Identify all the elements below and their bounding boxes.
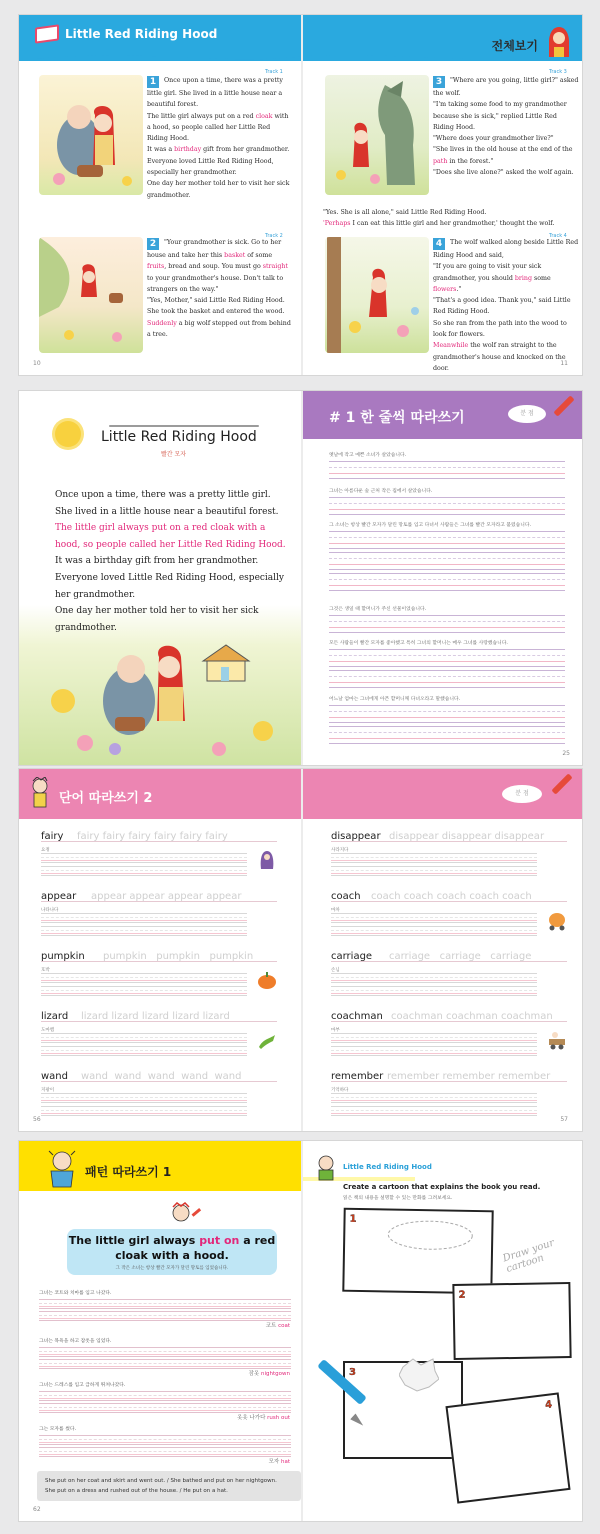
word-practice-appear: appear appear appear appear appear 나타나다 [41, 891, 277, 941]
story-spread-full-view [18, 14, 583, 376]
story-text: Once upon a time, there was a pretty little girl. She lived in a little house near a beautiful forest. The little girl always put on a red cloak with a hood, so people called her Little Red Riding Hood. It was a birthday gift from her grandmother. Everyone loved Little Red Riding Hood, especially her grandmother. One day her mother told her to visit her sick grandmother. [55, 490, 286, 633]
illustration-girl-with-basket [39, 237, 143, 353]
draw-your-cartoon-text: Draw your cartoon [501, 1237, 556, 1275]
writing-lines[interactable] [329, 615, 565, 633]
illustration-wolf-meets-girl [325, 75, 429, 195]
writing-lines[interactable] [329, 497, 565, 515]
burst-bubble [399, 1357, 439, 1393]
score-oval: 분 점 [502, 785, 542, 803]
trace-text[interactable]: remember remember remember [387, 1071, 551, 1082]
coach-icon [547, 909, 567, 931]
writing-exercise-5: 모든 사람들이 빨간 모자를 좋아했고 특히 그녀의 할머니는 매우 그녀를 사랑했습니다. [329, 639, 565, 691]
writing-lines[interactable] [39, 1403, 291, 1413]
writing-lines[interactable] [39, 1299, 291, 1309]
paragraph-number: 1 [147, 76, 159, 88]
word-practice-coachman: coachman coachman coachman coachman 마부 [331, 1011, 567, 1061]
line-tracing-spread [18, 390, 583, 766]
writing-lines[interactable] [41, 973, 247, 983]
hint: 옷옷 나가다 rush out [237, 1415, 290, 1421]
writing-lines[interactable] [329, 573, 565, 591]
page-number: 25 [562, 750, 570, 757]
word-practice-remember: remember remember remember remember 기억하다 [331, 1071, 567, 1121]
book-icon [35, 24, 59, 43]
writing-exercise-1: 옛날에 작고 예쁜 소녀가 살았습니다. [329, 451, 565, 482]
instruction-translation: 읽은 책의 내용을 설명할 수 있는 만화를 그려보세요. [343, 1196, 453, 1201]
full-view-label: 전체보기 [491, 39, 538, 53]
paragraph-number: 3 [433, 76, 445, 88]
page-number: 56 [33, 1116, 41, 1123]
pattern-exercise-2: 그녀는 목욕을 하고 잠옷을 입었다. [39, 1337, 291, 1371]
paragraph-number: 2 [147, 238, 159, 250]
cartoon-panel-4[interactable]: 4 [445, 1392, 570, 1503]
section-title: # 1 한 줄씩 따라쓰기 [329, 410, 465, 426]
trace-text[interactable]: disappear disappear disappear [389, 831, 545, 842]
writing-lines[interactable] [331, 853, 537, 863]
word-practice-coach: coach coach coach coach coach coach 마차 [331, 891, 567, 941]
writing-lines[interactable] [329, 726, 565, 744]
hint: 코트 coat [265, 1323, 290, 1329]
page-number: 11 [560, 360, 568, 367]
story-page [19, 391, 301, 765]
track-label[interactable]: Track 3 [549, 69, 567, 75]
writing-lines[interactable] [331, 973, 537, 983]
writing-lines[interactable] [331, 1093, 537, 1103]
fairy-icon [257, 849, 277, 871]
spine [301, 769, 303, 1131]
cartoon-panel-2[interactable]: 2 [452, 1282, 571, 1360]
word-practice-carriage: carriage carriage carriage carriage 손님 [331, 951, 567, 1001]
writing-exercise-2: 그녀는 아름다운 숲 근처 작은 집에서 살았습니다. [329, 487, 565, 518]
writing-lines[interactable] [41, 853, 247, 863]
kid-icon [45, 1149, 79, 1189]
word-practice-lizard: lizard lizard lizard lizard lizard lizard 도마뱀 [41, 1011, 277, 1061]
grandmother-and-girl-illustration [19, 631, 301, 766]
pattern-exercise-4: 그는 모자를 썼다. [39, 1425, 291, 1459]
track-label[interactable]: Track 4 [549, 233, 567, 239]
trace-text[interactable]: wand wand wand wand wand [81, 1071, 242, 1082]
page-number: 62 [33, 1506, 41, 1513]
speech-bubble [385, 1218, 476, 1254]
score-oval: 분 점 [508, 405, 546, 423]
story-paragraph-4: 4 The wolf walked along beside Little Red Riding Hood and said, "If you are going to visit your sick grandmother, you should bring some flowers." "That's a good idea. Thank you," said Little Red Riding Hood. So she ran from the path into the wood to look for flowers. Meanwhile the wolf ran straight to the grandmother's house and knocked on the door. [433, 239, 579, 372]
book-title: Little Red Riding Hood [343, 1163, 432, 1171]
red-riding-hood-icon [546, 25, 572, 59]
word-practice-wand: wand wand wand wand wand wand 지팡이 [41, 1071, 277, 1121]
tracing-page [303, 391, 583, 765]
cartoon-page [303, 1141, 583, 1521]
cartoon-panel-1[interactable]: 1 [342, 1208, 493, 1295]
illustration-girl-picking-flowers [325, 237, 429, 353]
pattern-sentence: The little girl always put on a red cloak with a hood. [68, 1234, 276, 1262]
hint: 모자 hat [268, 1459, 290, 1465]
paragraph-number: 4 [433, 238, 445, 250]
trace-text[interactable]: carriage carriage carriage [389, 951, 532, 962]
word-practice-fairy: fairy fairy fairy fairy fairy fairy fairy 요정 [41, 831, 277, 881]
hint: 잠옷 nightgown [248, 1371, 290, 1377]
writing-exercise-4: 그것은 생일 때 할머니가 주신 선물이었습니다. [329, 605, 565, 636]
page-number: 57 [560, 1116, 568, 1123]
writing-exercise-3: 그 소녀는 항상 빨간 모자가 달린 망토를 입고 다녀서 사람들은 그녀를 빨간 모자라고 불렀습니다. [329, 521, 565, 594]
writing-lines[interactable] [39, 1347, 291, 1357]
track-label[interactable]: Track 2 [265, 233, 283, 239]
writing-lines[interactable] [331, 986, 537, 996]
writing-lines[interactable] [39, 1311, 291, 1321]
writing-lines[interactable] [331, 1046, 537, 1056]
writing-lines[interactable] [329, 705, 565, 723]
illustration-grandmother-hug [39, 75, 143, 195]
trace-text[interactable]: coachman coachman coachman [391, 1011, 553, 1022]
kid-icon [313, 1153, 339, 1181]
writing-lines[interactable] [41, 1033, 247, 1043]
story-paragraph-3-continued: "Yes. She is all alone," said Little Red Riding Hood. 'Perhaps I can eat this little girl and her grandmother,' thought the wolf. [323, 209, 555, 228]
page-subtitle: 빨간 모자 [161, 451, 187, 458]
story-paragraph-1: 1 Once upon a time, there was a pretty little girl. She lived in a little house near a beautiful forest. The little girl always put on a red cloak with a hood, so people called her Little Red Riding Hood. It was a birthday gift from her grandmother. Everyone loved Little Red Riding Hood, especially her grandmother. One day her mother told her to visit her sick grandmother. [147, 77, 290, 199]
writing-lines[interactable] [329, 670, 565, 688]
writing-lines[interactable] [329, 649, 565, 667]
pattern-exercise-1: 그녀는 코트와 치마를 입고 나갔다. [39, 1289, 291, 1323]
trace-text[interactable]: pumpkin pumpkin pumpkin [103, 951, 254, 962]
section-title: 패턴 따라쓰기 1 [85, 1165, 172, 1179]
writing-lines[interactable] [331, 913, 537, 923]
trace-text[interactable]: fairy fairy fairy fairy fairy fairy [77, 831, 228, 842]
track-label[interactable]: Track 1 [265, 69, 283, 75]
instruction: Create a cartoon that explains the book you read. [343, 1183, 541, 1191]
story-paragraph-3: 3 "Where are you going, little girl?" asked the wolf. "I'm taking some food to my grandmother because she is sick," replied Little Red Riding Hood. "Where does your grandmother live?" "She lives in the old house at the end of the path in the forest." "Does she live alone?" asked the wolf again. [433, 77, 579, 177]
pattern-exercise-3: 그녀는 드레스를 입고 급하게 뛰쳐나갔다. [39, 1381, 291, 1415]
writing-lines[interactable] [331, 1033, 537, 1043]
writing-lines[interactable] [329, 461, 565, 479]
writing-lines[interactable] [41, 926, 247, 936]
writing-lines[interactable] [41, 913, 247, 923]
writing-lines[interactable] [331, 1106, 537, 1116]
writing-lines[interactable] [41, 986, 247, 996]
pattern-and-cartoon-spread [18, 1140, 583, 1522]
word-practice-disappear: disappear disappear disappear disappear 사라지다 [331, 831, 567, 881]
trace-text[interactable]: appear appear appear appear [91, 891, 242, 902]
writing-lines[interactable] [331, 926, 537, 936]
coachman-icon [547, 1029, 567, 1051]
cartoon-panel-3[interactable]: 3 [343, 1361, 463, 1459]
writing-lines[interactable] [331, 866, 537, 876]
page-title: Little Red Riding Hood [101, 429, 257, 445]
word-practice-pumpkin: pumpkin pumpkin pumpkin pumpkin 호박 [41, 951, 277, 1001]
writing-lines[interactable] [41, 1046, 247, 1056]
writing-lines[interactable] [41, 1093, 247, 1103]
page-number: 10 [33, 360, 41, 367]
girl-icon [169, 1201, 203, 1229]
writing-lines[interactable] [41, 866, 247, 876]
writing-lines[interactable] [39, 1435, 291, 1445]
pumpkin-icon [257, 969, 277, 991]
writing-lines[interactable] [329, 552, 565, 570]
trace-text[interactable]: lizard lizard lizard lizard lizard [81, 1011, 230, 1022]
kid-icon [29, 777, 51, 813]
writing-lines[interactable] [39, 1447, 291, 1457]
sun-icon [55, 421, 81, 447]
pattern-translation: 그 작은 소녀는 항상 빨간 모자가 달린 망토를 입었습니다. [115, 1266, 229, 1271]
spine [301, 15, 303, 375]
answer-box: She put on her coat and skirt and went out. / She bathed and put on her nightgown. She put on a dress and rushed out of the house. / He put on a hat. [37, 1471, 301, 1501]
trace-text[interactable]: coach coach coach coach coach [371, 891, 532, 902]
lizard-icon [257, 1029, 277, 1051]
writing-lines[interactable] [41, 1106, 247, 1116]
story-paragraph-2: 2 "Your grandmother is sick. Go to her house and take her this basket of some fruits, bread and soup. You must go straight to your grandmother's house. Don't talk to strangers on the way." "Yes, Mother," said Little Red Riding Hood. She took the basket and entered the wood. Suddenly a big wolf stepped out from behind a tree. [147, 239, 291, 339]
writing-lines[interactable] [329, 531, 565, 549]
title-decoration [109, 425, 259, 427]
writing-lines[interactable] [39, 1391, 291, 1401]
writing-lines[interactable] [39, 1359, 291, 1369]
word-tracing-spread [18, 768, 583, 1132]
book-title: Little Red Riding Hood [65, 27, 218, 41]
writing-exercise-6: 어느날 엄마는 그녀에게 아픈 할머니께 다녀오라고 말했습니다. [329, 695, 565, 747]
section-title: 단어 따라쓰기 2 [59, 791, 153, 806]
